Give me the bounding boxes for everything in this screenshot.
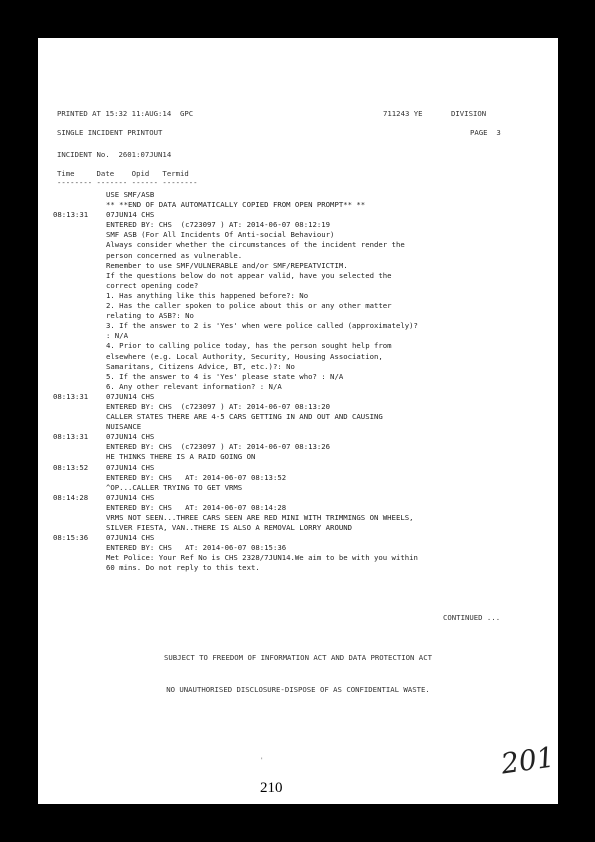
continued-label: CONTINUED ... xyxy=(443,613,501,622)
log-text: HE THINKS THERE IS A RAID GOING ON xyxy=(106,452,256,462)
log-line xyxy=(53,240,553,250)
log-line xyxy=(53,261,553,271)
log-text: VRMS NOT SEEN...THREE CARS SEEN ARE RED MINI WITH TRIMMINGS ON WHEELS, xyxy=(106,513,414,522)
log-line xyxy=(53,372,553,382)
log-time: 08:15:36 xyxy=(53,533,89,543)
page-number: 210 xyxy=(260,780,283,796)
log-text: NUISANCE xyxy=(106,422,142,432)
log-line xyxy=(53,210,553,220)
printout-title: SINGLE INCIDENT PRINTOUT xyxy=(57,128,163,137)
log-text: 3. If the answer to 2 is 'Yes' when were police called (approximately)? xyxy=(106,321,418,331)
log-text: : N/A xyxy=(106,331,128,341)
column-headers: Time Date Opid Termid xyxy=(57,169,189,178)
log-text: 07JUN14 CHS xyxy=(106,533,155,543)
log-text: elsewhere (e.g. Local Authority, Security, Housing Association, xyxy=(106,351,383,361)
log-time: 08:14:28 xyxy=(53,492,89,502)
log-time: 08:13:31 xyxy=(53,391,89,401)
log-line xyxy=(53,352,553,362)
log-text: ** **END OF DATA AUTOMATICALLY COPIED FROM OPEN PROMPT** ** xyxy=(106,200,366,210)
log-text: SILVER FIESTA, VAN..THERE IS ALSO A REMOVAL LORRY AROUND xyxy=(106,523,353,533)
log-line xyxy=(53,463,553,473)
log-line xyxy=(53,392,553,402)
log-line xyxy=(53,220,553,230)
log-line xyxy=(53,321,553,331)
log-line xyxy=(53,291,553,301)
log-line xyxy=(53,543,553,553)
log-line xyxy=(53,402,553,412)
log-time: 08:13:52 xyxy=(53,462,89,472)
log-text: ENTERED BY: CHS (c723097 ) AT: 2014-06-07 08:13:20 xyxy=(106,401,331,411)
log-text: If the questions below do not appear valid, have you selected the xyxy=(106,270,392,280)
incident-log xyxy=(53,190,553,574)
log-line xyxy=(53,452,553,462)
log-line xyxy=(53,523,553,533)
log-text: SMF ASB (For All Incidents Of Anti-social Behaviour) xyxy=(106,230,335,240)
log-line xyxy=(53,422,553,432)
log-text: Remember to use SMF/VULNERABLE and/or SMF/REPEATVICTIM. xyxy=(106,260,348,270)
log-text: ^OP...CALLER TRYING TO GET VRMS xyxy=(106,482,243,492)
log-line xyxy=(53,331,553,341)
log-line xyxy=(53,311,553,321)
log-text: 07JUN14 CHS xyxy=(106,492,155,502)
log-line xyxy=(53,190,553,200)
log-line xyxy=(53,412,553,422)
log-text: Samaritans, Citizens Advice, BT, etc.)?: No xyxy=(106,361,295,371)
division-label: DIVISION xyxy=(451,109,487,118)
log-text: 4. Prior to calling police today, has the person sought help from xyxy=(106,341,392,351)
log-line xyxy=(53,553,553,563)
column-rule: -------- ------- ------ -------- xyxy=(57,178,198,187)
log-text: ENTERED BY: CHS AT: 2014-06-07 08:15:36 xyxy=(106,543,287,553)
log-text: ENTERED BY: CHS AT: 2014-06-07 08:14:28 xyxy=(106,502,287,512)
document-page xyxy=(38,38,558,804)
log-text: Always consider whether the circumstances of the incident render the xyxy=(106,240,405,250)
log-line xyxy=(53,200,553,210)
log-line xyxy=(53,513,553,523)
log-text: 07JUN14 CHS xyxy=(106,391,155,401)
footer-line-2: NO UNAUTHORISED DISCLOSURE-DISPOSE OF AS CONFIDENTIAL WASTE. xyxy=(166,684,430,694)
log-text: CALLER STATES THERE ARE 4-5 CARS GETTING IN AND OUT AND CAUSING xyxy=(106,412,383,422)
log-line xyxy=(53,382,553,392)
log-text: 07JUN14 CHS xyxy=(106,462,155,472)
log-text: relating to ASB?: No xyxy=(106,311,194,321)
confidentiality-footer xyxy=(38,632,558,716)
log-text: ENTERED BY: CHS (c723097 ) AT: 2014-06-07 08:12:19 xyxy=(106,220,331,230)
printed-at: PRINTED AT 15:32 11:AUG:14 GPC xyxy=(57,109,194,118)
log-text: Met Police: Your Ref No is CHS 2328/7JUN14.We aim to be with you within xyxy=(106,553,418,563)
log-line xyxy=(53,493,553,503)
log-text: correct opening code? xyxy=(106,280,199,290)
log-line xyxy=(53,230,553,240)
log-text: 1. Has anything like this happened before?: No xyxy=(106,290,309,300)
log-line xyxy=(53,271,553,281)
log-line xyxy=(53,341,553,351)
log-text: 07JUN14 CHS xyxy=(106,432,155,442)
log-time: 08:13:31 xyxy=(53,432,89,442)
log-line xyxy=(53,533,553,543)
log-text: 5. If the answer to 4 is 'Yes' please state who? : N/A xyxy=(106,371,344,381)
log-line xyxy=(53,483,553,493)
log-time: 08:13:31 xyxy=(53,210,89,220)
footer-line-1: SUBJECT TO FREEDOM OF INFORMATION ACT AND DATA PROTECTION ACT xyxy=(164,653,432,662)
log-text: 60 mins. Do not reply to this text. xyxy=(106,563,260,573)
incident-number: INCIDENT No. 2601:07JUN14 xyxy=(57,150,172,159)
log-line xyxy=(53,301,553,311)
terminal-code: 711243 YE xyxy=(383,109,423,118)
log-text: person concerned as vulnerable. xyxy=(106,250,243,260)
log-line xyxy=(53,503,553,513)
log-text: 07JUN14 CHS xyxy=(106,210,155,220)
log-line xyxy=(53,473,553,483)
log-line xyxy=(53,251,553,261)
log-text: 2. Has the caller spoken to police about this or any other matter xyxy=(106,301,392,311)
log-line xyxy=(53,563,553,573)
stray-mark: ' xyxy=(260,757,264,764)
log-text: 6. Any other relevant information? : N/A xyxy=(106,381,282,391)
log-text: ENTERED BY: CHS (c723097 ) AT: 2014-06-07 08:13:26 xyxy=(106,442,331,452)
log-line xyxy=(53,432,553,442)
log-line xyxy=(53,442,553,452)
log-text: ENTERED BY: CHS AT: 2014-06-07 08:13:52 xyxy=(106,472,287,482)
page-indicator: PAGE 3 xyxy=(470,128,501,137)
handwritten-number: 201 xyxy=(498,740,557,781)
log-line xyxy=(53,281,553,291)
log-text: USE SMF/ASB xyxy=(106,190,155,199)
log-line xyxy=(53,362,553,372)
